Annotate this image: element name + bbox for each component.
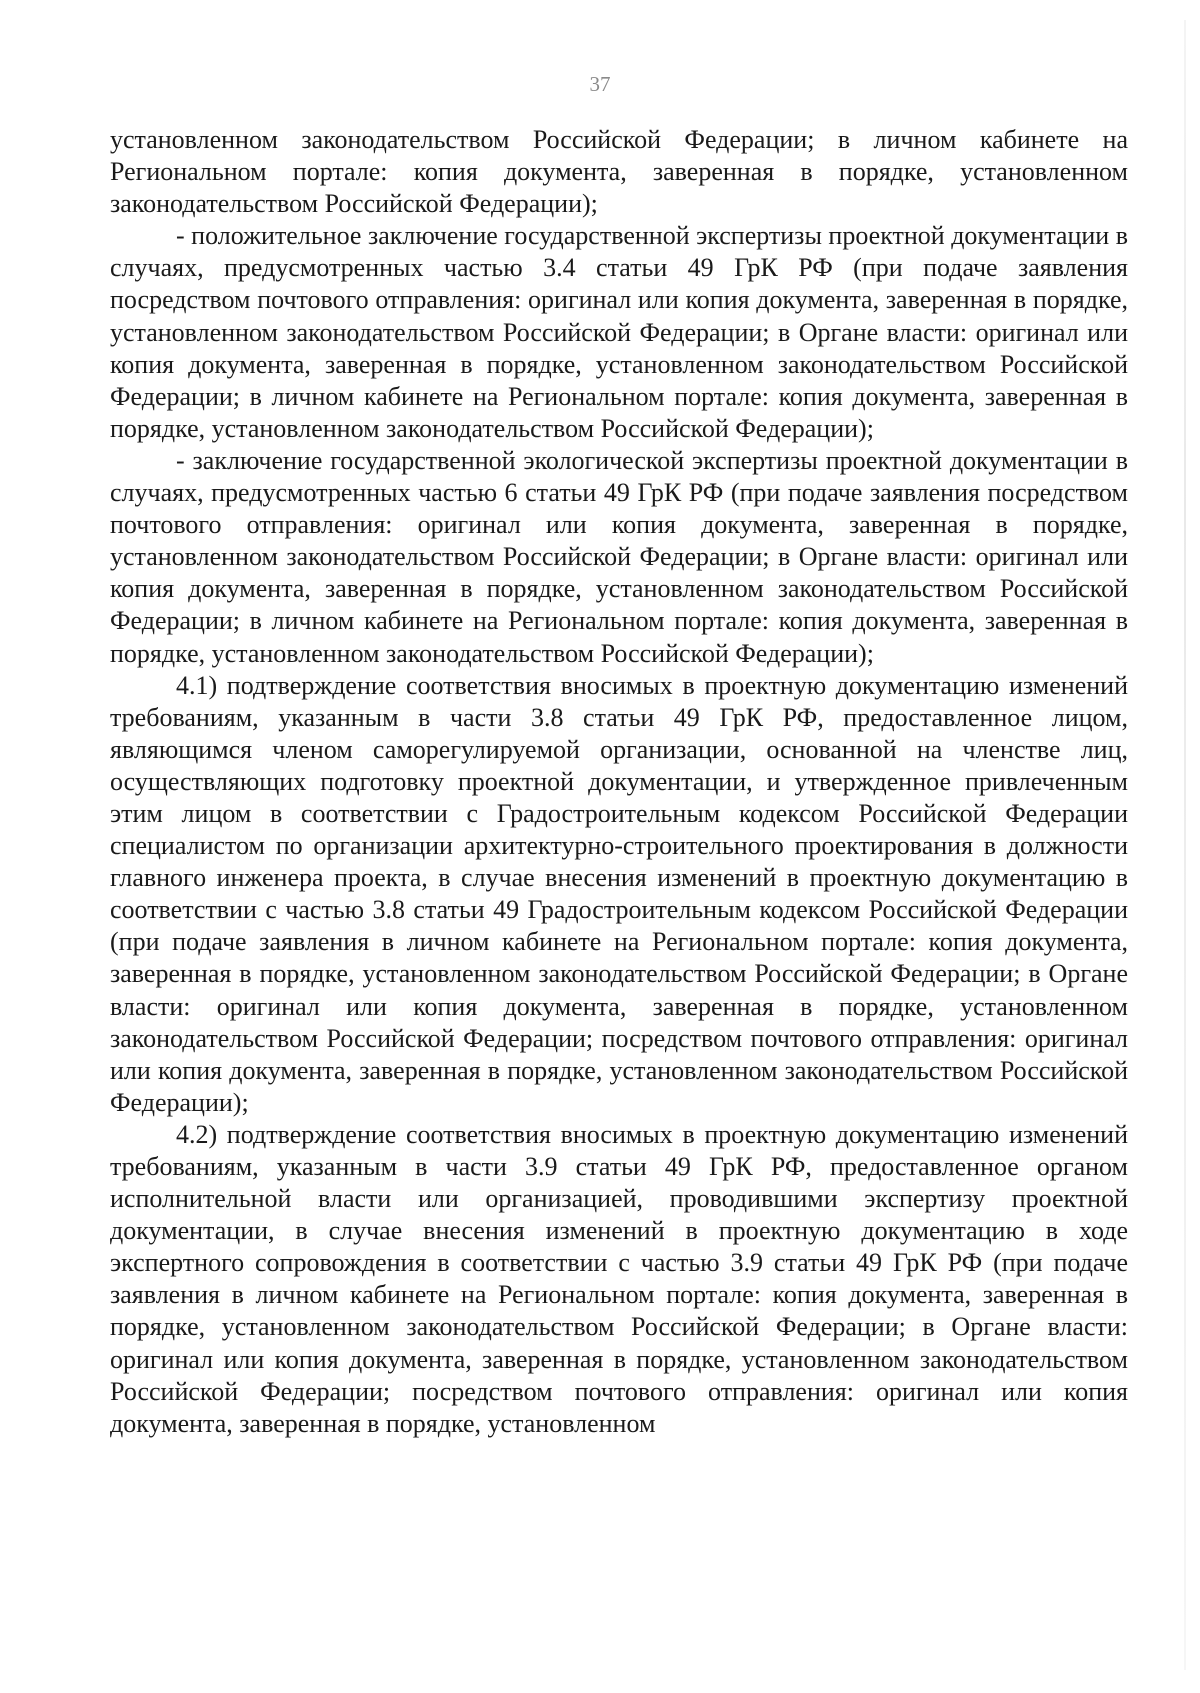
document-body (110, 124, 1128, 1440)
paragraph-4-1: 4.1) подтверждение соответствия вносимых в проектную документацию изменений требованиям, указанным в части 3.8 статьи 49 ГрК РФ, предоставленное лицом, являющимся членом саморегулируемой организации, основанной на членстве лиц, осуществляющих подготовку проектной документации, и утвержденное привлеченным этим лицом в соответствии с Градостроительным кодексом Российской Федерации специалистом по организации архитектурно-строительного проектирования в должности главного инженера проекта, в случае внесения изменений в проектную документацию в соответствии с частью 3.8 статьи 49 Градостроительным кодексом Российской Федерации (при подаче заявления в личном кабинете на Региональном портале: копия документа, заверенная в порядке, установленном законодательством Российской Федерации; в Органе власти: оригинал или копия документа, заверенная в порядке, установленном законодательством Российской Федерации; посредством почтового отправления: оригинал или копия документа, заверенная в порядке, установленном законодательством Российской Федерации); (110, 670, 1128, 1117)
paragraph-4-2: 4.2) подтверждение соответствия вносимых в проектную документацию изменений требованиям, указанным в части 3.9 статьи 49 ГрК РФ, предоставленное органом исполнительной власти или организацией, проводившими экспертизу проектной документации, в случае внесения изменений в проектную документацию в ходе экспертного сопровождения в соответствии с частью 3.9 статьи 49 ГрК РФ (при подаче заявления в личном кабинете на Региональном портале: копия документа, заверенная в порядке, установленном законодательством Российской Федерации; в Органе власти: оригинал или копия документа, заверенная в порядке, установленном законодательством Российской Федерации; посредством почтового отправления: оригинал или копия документа, заверенная в порядке, установленном (110, 1119, 1128, 1438)
page-number: 37 (589, 72, 611, 96)
paragraph-positive-expertise-conclusion: - положительное заключение государственной экспертизы проектной документации в случаях, предусмотренных частью 3.4 статьи 49 ГрК РФ (при подаче заявления посредством почтового отправления: оригинал или копия документа, заверенная в порядке, установленном законодательством Российской Федерации; в Органе власти: оригинал или копия документа, заверенная в порядке, установленном законодательством Российской Федерации; в личном кабинете на Региональном портале: копия документа, заверенная в порядке, установленном законодательством Российской Федерации); (110, 221, 1128, 443)
paragraph-continuation: установленном законодательством Российской Федерации; в личном кабинете на Региональном портале: копия документа, заверенная в порядке, установленном законодательством Российской Федерации); (110, 125, 1128, 219)
scan-edge-line (1184, 20, 1186, 1670)
paragraph-ecological-expertise-conclusion: - заключение государственной экологической экспертизы проектной документации в случаях, предусмотренных частью 6 статьи 49 ГрК РФ (при подаче заявления посредством почтового отправления: оригинал или копия документа, заверенная в порядке, установленном законодательством Российской Федерации; в Органе власти: оригинал или копия документа, заверенная в порядке, установленном законодательством Российской Федерации; в личном кабинете на Региональном портале: копия документа, заверенная в порядке, установленном законодательством Российской Федерации); (110, 445, 1128, 668)
